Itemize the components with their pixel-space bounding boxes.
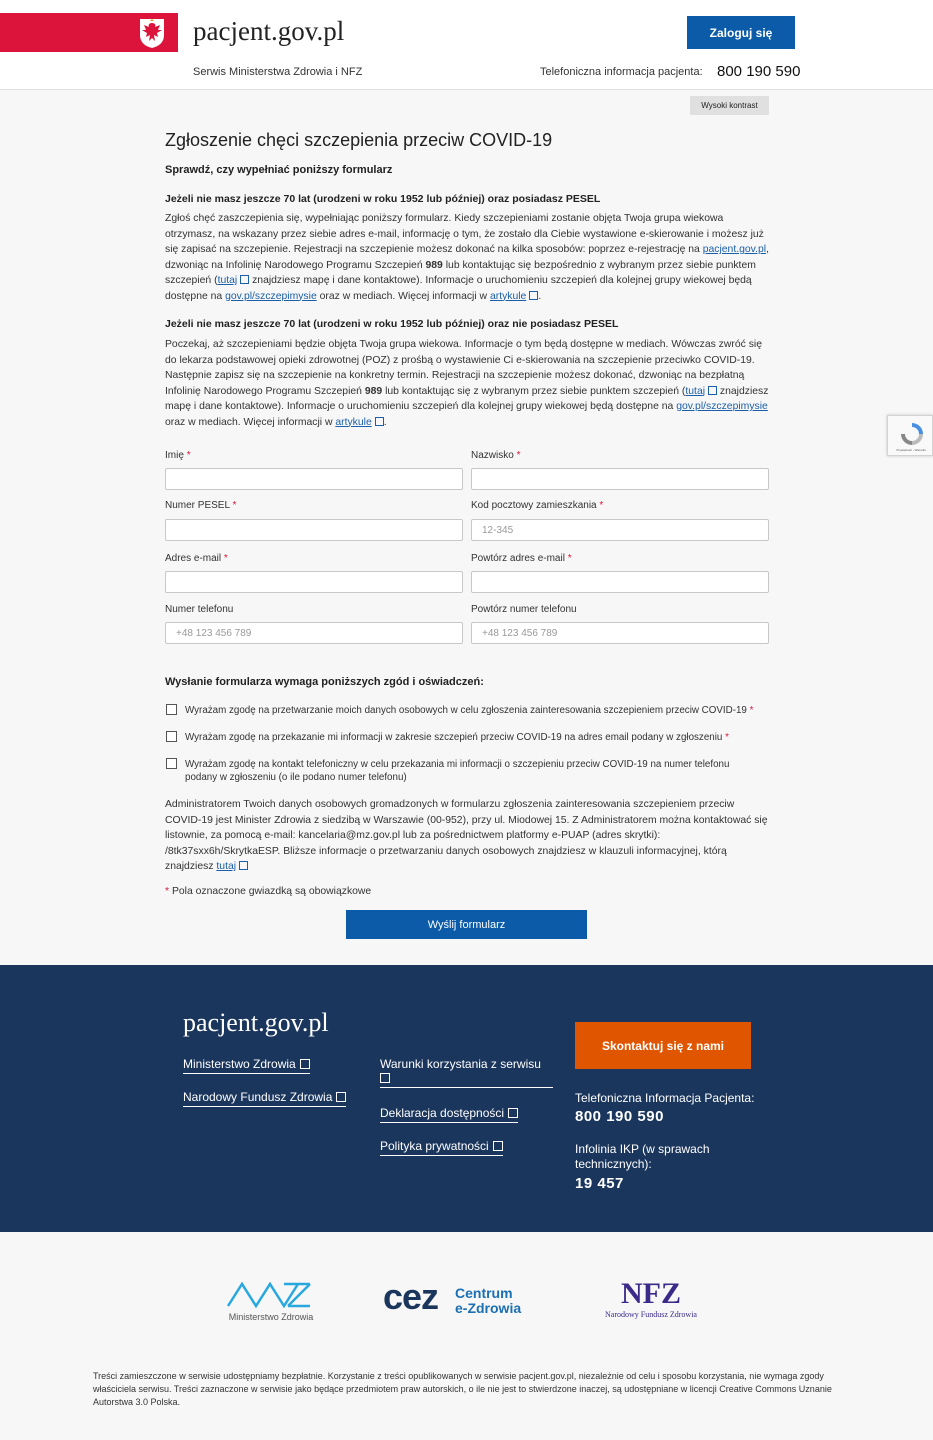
footer-link-accessibility[interactable]: Deklaracja dostępności bbox=[380, 1106, 518, 1123]
tip-number[interactable]: 800 190 590 bbox=[575, 1108, 664, 1125]
submit-button[interactable]: Wyślij formularz bbox=[346, 910, 587, 939]
postal-code-input[interactable]: 12-345 bbox=[471, 519, 769, 541]
article-link[interactable]: artykule bbox=[335, 416, 372, 428]
external-link-icon bbox=[708, 386, 717, 395]
email-repeat-label: Powtórz adres e-mail * bbox=[471, 553, 572, 564]
mz-logo-icon bbox=[226, 1280, 312, 1308]
tip-label: Telefoniczna Informacja Pacjenta: bbox=[575, 1091, 755, 1105]
phone-number[interactable]: 800 190 590 bbox=[717, 63, 801, 80]
cez-logo-line1: Centrum bbox=[455, 1285, 513, 1301]
nfz-logo-text: Narodowy Fundusz Zdrowia bbox=[605, 1310, 697, 1319]
footer-link-mz[interactable]: Ministerstwo Zdrowia bbox=[183, 1057, 310, 1074]
external-link-icon bbox=[493, 1141, 503, 1151]
last-name-label: Nazwisko * bbox=[471, 450, 521, 461]
pesel-input[interactable] bbox=[165, 519, 463, 541]
section2-paragraph: Poczekaj, aż szczepieniami będzie objęta Twoja grupa wiekowa. Informacje o tym będą dostępne w mediach. Wówczas zwróć się do lekarza podstawowej opieki zdrowotnej (POZ) z prośbą o wystawienie Ci e-skierowania na szczepienie przeciwko COVID-19. Następnie zapisz się na szczepienie na konkretny termin. Rejestracji na szczepienie możesz dokonać, dzwoniąc na bezpłatną Infolinię Narodowego Programu Szczepień 989 lub kontaktując się z wybranym przez siebie punktem szczepień (tutaj znajdziesz mapę i dane kontaktowe). Informacje o uruchomieniu szczepień dla kolejnej grupy wiekowej będą dostępne na gov.pl/szczepimysie oraz w mediach. Więcej informacji w artykule . bbox=[165, 339, 769, 428]
main-content bbox=[165, 128, 769, 428]
ikp-label: Infolinia IKP (w sprawach technicznych): bbox=[575, 1142, 710, 1171]
section2-heading: Jeżeli nie masz jeszcze 70 lat (urodzeni w roku 1952 lub później) oraz nie posiadasz PESEL bbox=[165, 318, 619, 330]
partner-logos bbox=[0, 1232, 933, 1372]
phone-label: Numer telefonu bbox=[165, 604, 234, 615]
footer-divider bbox=[380, 1087, 553, 1088]
page-title: Zgłoszenie chęci szczepienia przeciw COVID-19 bbox=[165, 130, 553, 150]
external-link-icon bbox=[240, 275, 249, 284]
email-input[interactable] bbox=[165, 571, 463, 593]
consent3-label: Wyrażam zgodę na kontakt telefoniczny w celu przekazania mi informacji o szczepieniu przeciw COVID-19 na numer telefonu podany w zgłoszeniu (o ile podano numer telefonu) bbox=[185, 759, 730, 783]
footer-link-privacy[interactable]: Polityka prywatności bbox=[380, 1139, 503, 1156]
privacy-clause-link[interactable]: tutaj bbox=[216, 861, 237, 872]
ikp-number[interactable]: 19 457 bbox=[575, 1175, 624, 1192]
map-link[interactable]: tutaj bbox=[217, 275, 238, 286]
cez-logo-line2: e-Zdrowia bbox=[455, 1300, 522, 1316]
consent1-label: Wyrażam zgodę na przetwarzanie moich danych osobowych w celu zgłoszenia zainteresowania szczepieniem przeciw COVID-19 * bbox=[185, 705, 754, 716]
external-link-icon bbox=[239, 861, 248, 870]
recaptcha-icon bbox=[898, 420, 926, 448]
section1-paragraph: Zgłoś chęć zaszczepienia się, wypełniając poniższy formularz. Kiedy szczepieniami zostanie objęta Twoja grupa wiekowa otrzymasz, na wskazany przez siebie adres e-mail, informację o tym, że zostało dla Ciebie wystawione e-skierowanie i możesz już się zapisać na szczepienie. Rejestracji na szczepienie możesz dokonać na kilka sposobów: poprzez e-rejestrację na pacjent.gov.pl, dzwoniąc na Infolinię Narodowego Programu Szczepień 989 lub kontaktując się bezpośrednio z wybranym przez siebie punktem szczepień (tutaj znajdziesz mapę i dane kontaktowe). Informacje o uruchomieniu szczepień dla kolejnej grupy wiekowej będą dostępne na gov.pl/szczepimysie oraz w mediach. Więcej informacji w artykule . bbox=[165, 213, 769, 302]
required-note: * Pola oznaczone gwiazdką są obowiązkowe bbox=[165, 886, 372, 897]
check-heading: Sprawdź, czy wypełniać poniższy formularz bbox=[165, 164, 393, 176]
cez-logo-mark: cez bbox=[383, 1276, 439, 1317]
nfz-logo[interactable] bbox=[596, 1278, 706, 1326]
service-subtitle: Serwis Ministerstwa Zdrowia i NFZ bbox=[193, 66, 363, 78]
map-link[interactable]: tutaj bbox=[685, 385, 706, 397]
site-footer bbox=[0, 965, 933, 1232]
email-label: Adres e-mail * bbox=[165, 553, 228, 564]
article-link[interactable]: artykule bbox=[489, 290, 527, 302]
last-name-input[interactable] bbox=[471, 468, 769, 490]
nfz-logo-mark: NFZ bbox=[621, 1277, 681, 1310]
phone-repeat-label: Powtórz numer telefonu bbox=[471, 604, 577, 615]
recaptcha-badge[interactable] bbox=[887, 415, 933, 456]
high-contrast-button[interactable]: Wysoki kontrast bbox=[690, 96, 769, 115]
first-name-input[interactable] bbox=[165, 468, 463, 490]
consent-heading: Wysłanie formularza wymaga poniższych zgód i oświadczeń: bbox=[165, 676, 484, 688]
pesel-label: Numer PESEL * bbox=[165, 500, 237, 511]
pacjent-link[interactable]: pacjent.gov.pl bbox=[702, 244, 767, 255]
email-repeat-input[interactable] bbox=[471, 571, 769, 593]
footer-link-nfz[interactable]: Narodowy Fundusz Zdrowia bbox=[183, 1090, 346, 1107]
phone-repeat-input[interactable]: +48 123 456 789 bbox=[471, 622, 769, 644]
legal-notice: Treści zamieszczone w serwisie udostępniamy bezpłatnie. Korzystanie z treści opublikowanych w serwisie pacjent.gov.pl, niezależnie od celu i sposobu korzystania, nie wymaga zgody właściciela serwisu. Treści zaznaczone w serwisie jako będące przedmiotem praw autorskich, o ile nie jest to stwierdzone inaczej, są udostępniane w licencji Creative Commons Uznanie Autorstwa 3.0 Polska. bbox=[93, 1371, 832, 1407]
site-header bbox=[0, 0, 933, 90]
recaptcha-text[interactable]: Prywatność - Warunki bbox=[896, 448, 926, 452]
login-button[interactable]: Zaloguj się bbox=[687, 16, 795, 49]
external-link-icon bbox=[300, 1059, 310, 1069]
postal-code-label: Kod pocztowy zamieszkania * bbox=[471, 500, 604, 511]
first-name-label: Imię * bbox=[165, 450, 191, 461]
consent2-checkbox[interactable] bbox=[166, 731, 177, 742]
phone-input[interactable]: +48 123 456 789 bbox=[165, 622, 463, 644]
data-admin-info: Administratorem Twoich danych osobowych gromadzonych w formularzu zgłoszenia zainteresowania szczepieniem przeciw COVID-19 jest Minister Zdrowia z siedzibą w Warszawie (00-952), przy ul. Miodowej 15. Z Administratorem można kontaktować się listownie, za pomocą e-mail: kancelaria@mz.gov.pl lub za pośrednictwem platformy e-PUAP (adres skrytki): /8tk37sxx6h/SkrytkaESP. Bliższe informacje o przetwarzaniu danych osobowych znajdziesz w klauzuli informacyjnej, którą znajdziesz tutaj bbox=[165, 799, 768, 872]
cez-logo[interactable] bbox=[383, 1276, 533, 1324]
szczepimysie-link[interactable]: gov.pl/szczepimysie bbox=[225, 290, 317, 302]
szczepimysie-link[interactable]: gov.pl/szczepimysie bbox=[676, 401, 768, 412]
phone-label: Telefoniczna informacja pacjenta: bbox=[540, 66, 703, 78]
external-link-icon bbox=[529, 291, 538, 300]
section1-heading: Jeżeli nie masz jeszcze 70 lat (urodzeni w roku 1952 lub później) oraz posiadasz PESEL bbox=[165, 193, 601, 205]
mz-logo-text: Ministerstwo Zdrowia bbox=[228, 1312, 314, 1322]
external-link-icon bbox=[380, 1073, 390, 1083]
site-logo[interactable]: pacjent.gov.pl bbox=[193, 16, 345, 46]
eagle-emblem-icon bbox=[138, 15, 166, 49]
footer-logo[interactable]: pacjent.gov.pl bbox=[183, 1008, 329, 1037]
external-link-icon bbox=[375, 417, 384, 426]
consent2-label: Wyrażam zgodę na przekazanie mi informacji w zakresie szczepień przeciw COVID-19 na adres email podany w zgłoszeniu * bbox=[185, 732, 729, 743]
contact-button[interactable]: Skontaktuj się z nami bbox=[575, 1022, 751, 1069]
external-link-icon bbox=[508, 1108, 518, 1118]
footer-link-terms[interactable]: Warunki korzystania z serwisu bbox=[380, 1057, 541, 1087]
consent3-checkbox[interactable] bbox=[166, 758, 177, 769]
consent1-checkbox[interactable] bbox=[166, 704, 177, 715]
mz-logo[interactable] bbox=[226, 1280, 316, 1324]
external-link-icon bbox=[336, 1092, 346, 1102]
